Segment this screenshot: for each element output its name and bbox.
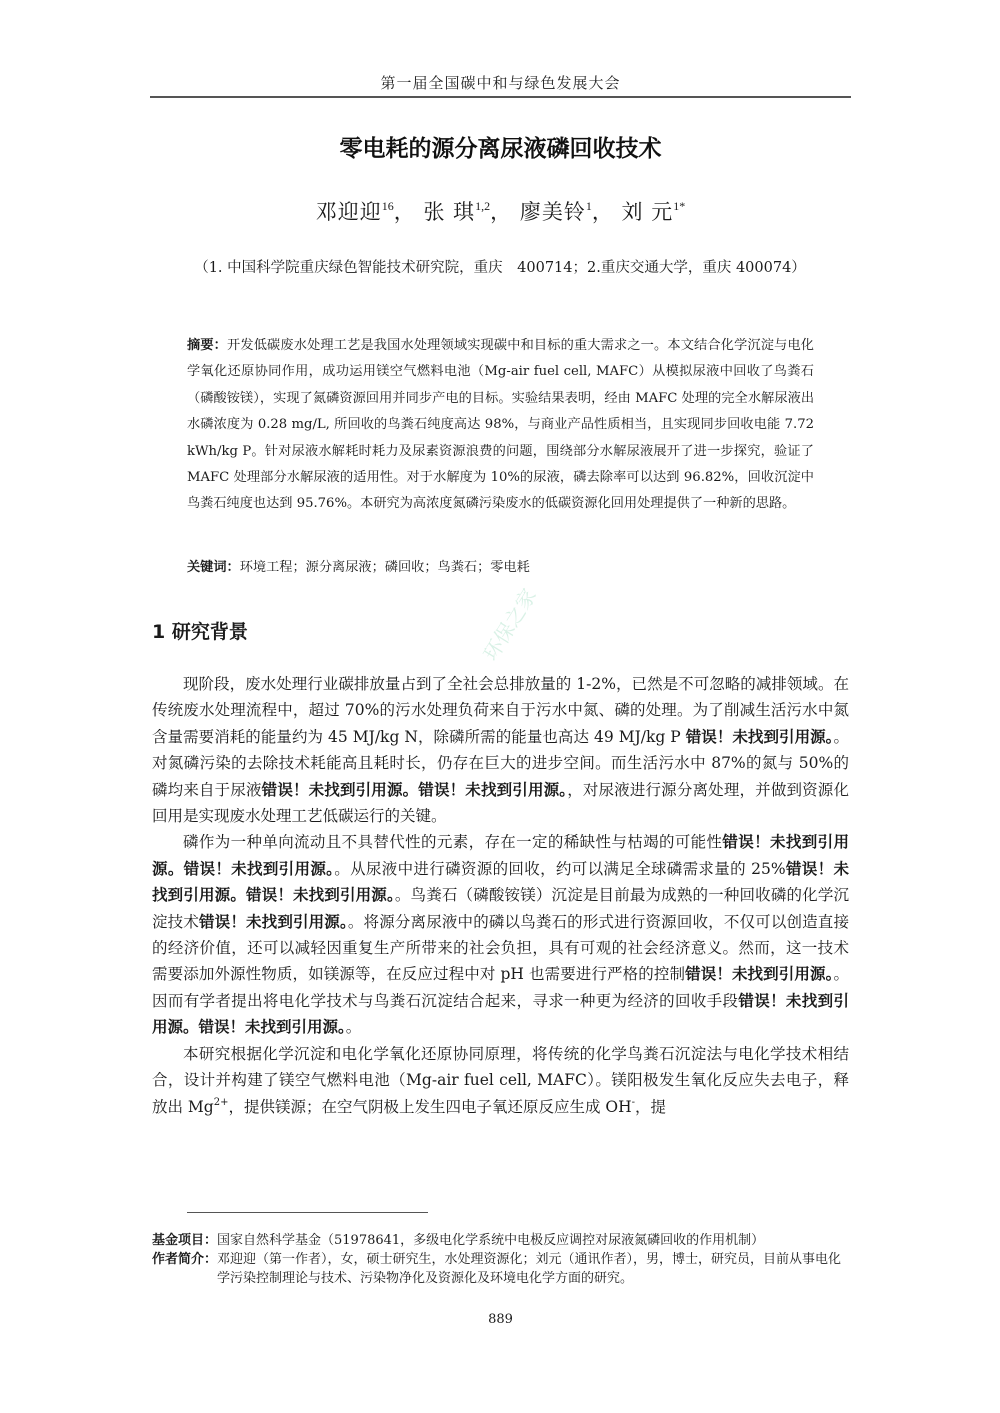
author-name: 张 琪 (423, 200, 476, 224)
header-rule (150, 96, 851, 98)
keywords-text: 环境工程；源分离尿液；磷回收；鸟粪石；零电耗 (239, 560, 530, 575)
author-separator: ， (490, 200, 513, 224)
funding-note (152, 1231, 852, 1250)
footnote-rule (187, 1212, 428, 1213)
paragraph-text: 本研究根据化学沉淀和电化学氧化还原协同原理，将传统的化学鸟粪石沉淀法与电化学技术相结合，设计并构建了镁空气燃料电池（Mg-air fuel cell, MAFC）。镁阳极发生氧化反应失去电子，释放出 Mg (152, 1044, 849, 1116)
citation-error-text: 错误！未找到引用源。 (199, 912, 348, 931)
paragraph-text: 。鸟粪石（磷酸铵镁）沉淀是目前最为成熟的一种回收磷的化学沉淀技术 (152, 886, 849, 931)
paragraph-text: 。 (345, 1018, 362, 1037)
paragraph-text: 现阶段，废水处理行业碳排放量占到了全社会总排放量的 1-2%，已然是不可忽略的减排领域。在传统废水处理流程中，超过 70%的污水处理负荷来自于污水中氮、磷的处理。为了削减生活污水中氮含量需要消耗的能量约为 45 MJ/kg N，除磷所需的能量也高达 49 MJ/kg P (152, 675, 849, 746)
paragraph-text: 。因而有学者提出将电化学技术与鸟粪石沉淀结合起来，寻求一种更为经济的回收手段 (152, 965, 849, 1010)
citation-error-text: 错误！未找到引用源。错误！未找到引用源。 (152, 833, 849, 878)
citation-error-text: 错误！未找到引用源。 (685, 965, 834, 984)
paper-title: 零电耗的源分离尿液磷回收技术 (339, 136, 662, 162)
paragraph-text: 。将源分离尿液中的磷以鸟粪石的形式进行资源回收，不仅可以创造直接的经济价值，还可以减轻因重复生产所带来的社会负担，具有可观的社会经济意义。然而，这一技术需要添加外源性物质，如镁源等，在反应过程中对 pH 也需要进行严格的控制 (152, 912, 849, 984)
author-affiliation-mark: 1* (673, 199, 686, 213)
author-affiliation-mark: 16 (381, 199, 394, 213)
abstract-text: 开发低碳废水处理工艺是我国水处理领域实现碳中和目标的重大需求之一。本文结合化学沉淀与电化学氧化还原协同作用，成功运用镁空气燃料电池（Mg-air fuel cell, MAFC）从模拟尿液中回收了鸟粪石（磷酸铵镁），实现了氮磷资源回用并同步产电的目标。实验结果表明，经由 MAFC 处理的完全水解尿液出水磷浓度为 0.28 mg/L, 所回收的鸟粪石纯度高达 98%，与商业产品性质相当，且实现同步回收电能 7.72 kWh/kg P。针对尿液水解耗时耗力及尿素资源浪费的问题，围绕部分水解尿液展开了进一步探究，验证了 MAFC 处理部分水解尿液的适用性。对于水解度为 10%的尿液，磷去除率可以达到 96.82%，回收沉淀中鸟粪石纯度也达到 95.76%。本研究为高浓度氮磷污染废水的低碳资源化回用处理提供了一种新的思路。 (187, 338, 814, 512)
author-list (150, 196, 851, 226)
watermark: 环保之家 (478, 584, 542, 665)
author-name: 邓迎迎 (315, 200, 382, 224)
funding-text: 国家自然科学基金（51978641，多级电化学系统中电极反应调控对尿液氮磷回收的作用机制） (217, 1233, 765, 1248)
author-bio-label: 作者简介： (152, 1252, 218, 1267)
paragraph-text: 。从尿液中进行磷资源的回收，约可以满足全球磷需求量的 25% (334, 859, 786, 878)
citation-error-text: 错误！未找到引用源。错误！未找到引用源。 (152, 991, 849, 1037)
body-paragraph (152, 829, 849, 1040)
author-name: 廖美铃 (519, 200, 586, 224)
superscript: 2+ (213, 1096, 229, 1108)
paragraph-text: ，提供镁源；在空气阴极上发生四电子氧还原反应生成 OH (228, 1097, 632, 1116)
paragraph-text: 。对氮磷污染的去除技术耗能高且耗时长，仍存在巨大的进步空间。而生活污水中 87%的氮与 50%的磷均来自于尿液 (152, 727, 849, 799)
citation-error-text: 错误！未找到引用源。 (685, 727, 834, 746)
footnotes (152, 1231, 852, 1288)
body-paragraph (152, 671, 849, 829)
paragraph-text: ，提 (635, 1097, 667, 1116)
funding-label: 基金项目： (152, 1233, 218, 1248)
author-separator: ， (591, 200, 614, 224)
page-number: 889 (488, 1312, 513, 1327)
keywords-label: 关键词： (187, 560, 240, 575)
author-name: 刘 元 (621, 200, 674, 224)
author-separator: ， (393, 200, 416, 224)
author-bio-note (152, 1250, 852, 1288)
author-bio-text: 邓迎迎（第一作者），女，硕士研究生，水处理资源化；刘元（通讯作者），男，博士，研究员，目前从事电化学污染控制理论与技术、污染物净化及资源化及环境电化学方面的研究。 (217, 1252, 842, 1286)
author-affiliation-mark: 1,2 (475, 199, 491, 213)
paragraph-text: ，对尿液进行源分离处理，并做到资源化回用是实现废水处理工艺低碳运行的关键。 (152, 780, 849, 826)
keywords (187, 555, 814, 581)
section-body (152, 671, 849, 1120)
citation-error-text: 错误！未找到引用源。错误！未找到引用源。 (261, 780, 568, 799)
body-paragraph (152, 1041, 849, 1120)
author-affiliation-mark: 1 (585, 199, 592, 213)
superscript: - (631, 1096, 636, 1108)
affiliations: （1. 中国科学院重庆绿色智能技术研究院，重庆 400714；2.重庆交通大学，重庆 400074） (194, 260, 806, 276)
paragraph-text: 磷作为一种单向流动且不具替代性的元素，存在一定的稀缺性与枯竭的可能性 (183, 833, 723, 852)
running-header: 第一届全国碳中和与绿色发展大会 (380, 74, 621, 92)
abstract (187, 333, 814, 518)
abstract-label: 摘要： (187, 338, 228, 353)
citation-error-text: 错误！未找到引用源。错误！未找到引用源。 (152, 859, 849, 905)
section-heading: 1 研究背景 (152, 621, 248, 643)
